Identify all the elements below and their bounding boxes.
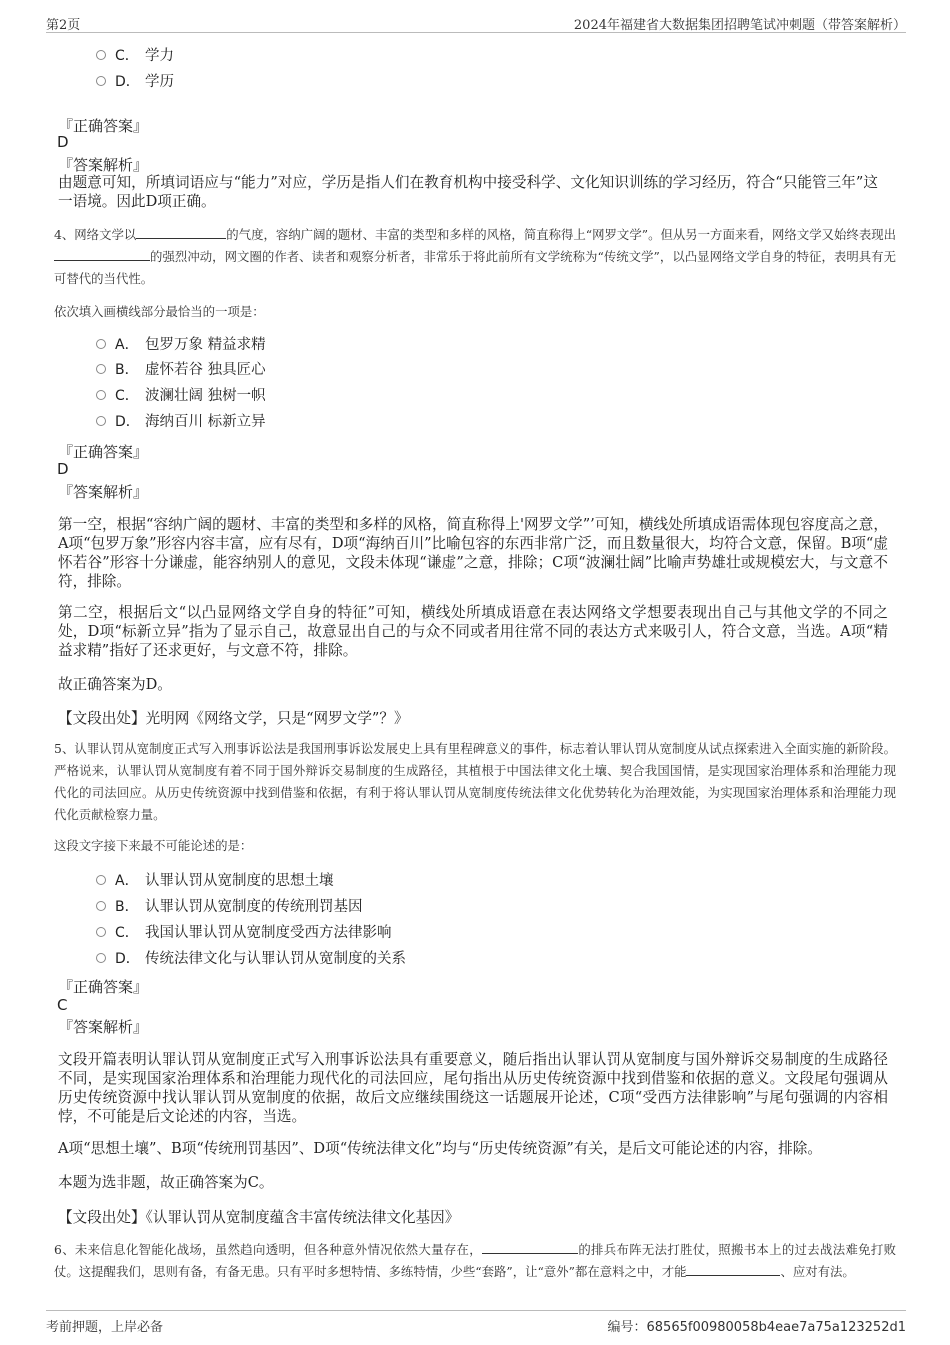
q3-option-d[interactable]: D． 学历 (96, 72, 174, 92)
q5-option-a[interactable]: A． 认罪认罚从宽制度的思想土壤 (96, 871, 334, 891)
q5-source: 【文段出处】《认罪认罚从宽制度蕴含丰富传统法律文化基因》 (58, 1209, 460, 1226)
footer-slogan: 考前押题，上岸必备 (46, 1320, 164, 1335)
q5-option-b[interactable]: B． 认罪认罚从宽制度的传统刑罚基因 (96, 897, 363, 917)
q5-analysis-p2: A项“思想土壤”、B项“传统刑罚基因”、D项“传统法律文化”均与“历史传统资源”有关，是后文可能论述的内容，排除。 (58, 1140, 822, 1157)
page-footer (46, 1310, 906, 1333)
q4-answer-label: 『正确答案』 (58, 443, 149, 461)
q4-option-c[interactable]: C． 波澜壮阔 独树一帜 (96, 386, 266, 406)
radio-icon[interactable] (96, 339, 106, 349)
blank-line (686, 1261, 780, 1276)
q6-question: 6、未来信息化智能化战场，虽然趋向透明，但各种意外情况依然大量存在， 的排兵布阵无法打胜仗，照搬书本上的过去战法难免打败仗。这提醒我们，思则有备，有备无患。只有平时多想特情、多练特情，少些“套路”，让“意外”都在意料之中，才能 、应对有法。 (54, 1239, 896, 1283)
radio-icon[interactable] (96, 50, 106, 60)
q3-answer-label: 『正确答案』 (58, 117, 149, 135)
radio-icon[interactable] (96, 953, 106, 963)
radio-icon[interactable] (96, 927, 106, 937)
q4-option-b[interactable]: B． 虚怀若谷 独具匠心 (96, 360, 266, 380)
blank-line (54, 246, 150, 261)
q3-answer: D (57, 133, 69, 151)
q3-analysis-label: 『答案解析』 (58, 156, 149, 174)
radio-icon[interactable] (96, 875, 106, 885)
q4-question: 4、网络文学以 的气度，容纳广阔的题材、丰富的类型和多样的风格，简直称得上“网罗文学”。但从另一方面来看，网络文学又始终表现出的强烈冲动，网文圈的作者、读者和观察分析者，非常乐于将此前所有文学统称为“传统文学”，以凸显网络文学自身的特征，表明具有无可替代的当代性。 (54, 224, 896, 290)
blank-line (482, 1239, 578, 1254)
radio-icon[interactable] (96, 390, 106, 400)
radio-icon[interactable] (96, 901, 106, 911)
q5-option-c[interactable]: C． 我国认罪认罚从宽制度受西方法律影响 (96, 923, 392, 943)
q4-source: 【文段出处】光明网《网络文学，只是“网罗文学”？》 (58, 710, 409, 727)
document-title: 2024年福建省大数据集团招聘笔试冲刺题（带答案解析） (573, 18, 906, 33)
radio-icon[interactable] (96, 364, 106, 374)
page-header (46, 12, 906, 33)
q4-option-a[interactable]: A． 包罗万象 精益求精 (96, 335, 266, 355)
blank-line (136, 224, 226, 239)
q5-analysis-p1: 文段开篇表明认罪认罚从宽制度正式写入刑事诉讼法具有重要意义，随后指出认罪认罚从宽制度与国外辩诉交易制度的生成路径不同，是实现国家治理体系和治理能力现代化的司法回应，尾句指出从历史传统资源中找到借鉴和依据的意义。文段尾句强调从历史传统资源中找认罪认罚从宽制度的依据，故后文应继续围绕这一话题展开论述，C项“受西方法律影响”与尾句强调的内容相悖，不可能是后文论述的内容，当选。 (58, 1051, 888, 1125)
document-id: 编号：68565f00980058b4eae7a75a123252d1 (607, 1320, 906, 1335)
q5-option-d[interactable]: D． 传统法律文化与认罪认罚从宽制度的关系 (96, 949, 406, 969)
q5-prompt: 这段文字接下来最不可能论述的是： (54, 838, 253, 853)
radio-icon[interactable] (96, 76, 106, 86)
q4-prompt: 依次填入画横线部分最恰当的一项是： (54, 304, 265, 319)
q5-question: 5、认罪认罚从宽制度正式写入刑事诉讼法是我国刑事诉讼发展史上具有里程碑意义的事件，标志着认罪认罚从宽制度从试点探索进入全面实施的新阶段。严格说来，认罪认罚从宽制度有着不同于国外辩诉交易制度的生成路径，其植根于中国法律文化土壤、契合我国国情，是实现国家治理体系和治理能力现代化的司法回应。从历史传统资源中找到借鉴和依据，有利于将认罪认罚从宽制度传统法律文化优势转化为治理效能，为实现国家治理体系和治理能力现代化贡献检察力量。 (54, 741, 896, 822)
q4-option-d[interactable]: D． 海纳百川 标新立异 (96, 412, 266, 432)
page-number: 第2页 (46, 18, 81, 33)
q4-analysis-label: 『答案解析』 (58, 483, 149, 501)
q4-analysis-p2: 第二空，根据后文“以凸显网络文学自身的特征”可知，横线处所填成语意在表达网络文学想要表现出自己与其他文学的不同之处，D项“标新立异”指为了显示自己，故意显出自己的与众不同或者用往常不同的表达方式来吸引人，符合文意，当选。A项“精益求精”指好了还求更好，与文意不符，排除。 (58, 604, 888, 659)
q5-analysis-p3: 本题为选非题，故正确答案为C。 (58, 1174, 274, 1191)
q4-answer: D (57, 460, 69, 478)
q4-analysis-p3: 故正确答案为D。 (58, 676, 172, 693)
q3-option-c[interactable]: C． 学力 (96, 46, 174, 66)
q5-analysis-label: 『答案解析』 (58, 1018, 149, 1036)
q5-answer: C (57, 996, 68, 1014)
q5-answer-label: 『正确答案』 (58, 978, 149, 996)
radio-icon[interactable] (96, 416, 106, 426)
q4-analysis-p1: 第一空，根据“容纳广阔的题材、丰富的类型和多样的风格，简直称得上'网罗文学”’可知，横线处所填成语需体现包容度高之意，A项“包罗万象”形容内容丰富，应有尽有，D项“海纳百川”比喻包容的东西非常广泛，而且数量很大，均符合文意，保留。B项“虚怀若谷”形容十分谦虚，能容纳别人的意见，文段未体现“谦虚”之意，排除；C项“波澜壮阔”比喻声势雄壮或规模宏大，与文意不符，排除。 (58, 516, 888, 590)
q3-analysis: 由题意可知，所填词语应与“能力”对应，学历是指人们在教育机构中接受科学、文化知识训练的学习经历，符合“只能管三年”这一语境。因此D项正确。 (58, 174, 878, 210)
